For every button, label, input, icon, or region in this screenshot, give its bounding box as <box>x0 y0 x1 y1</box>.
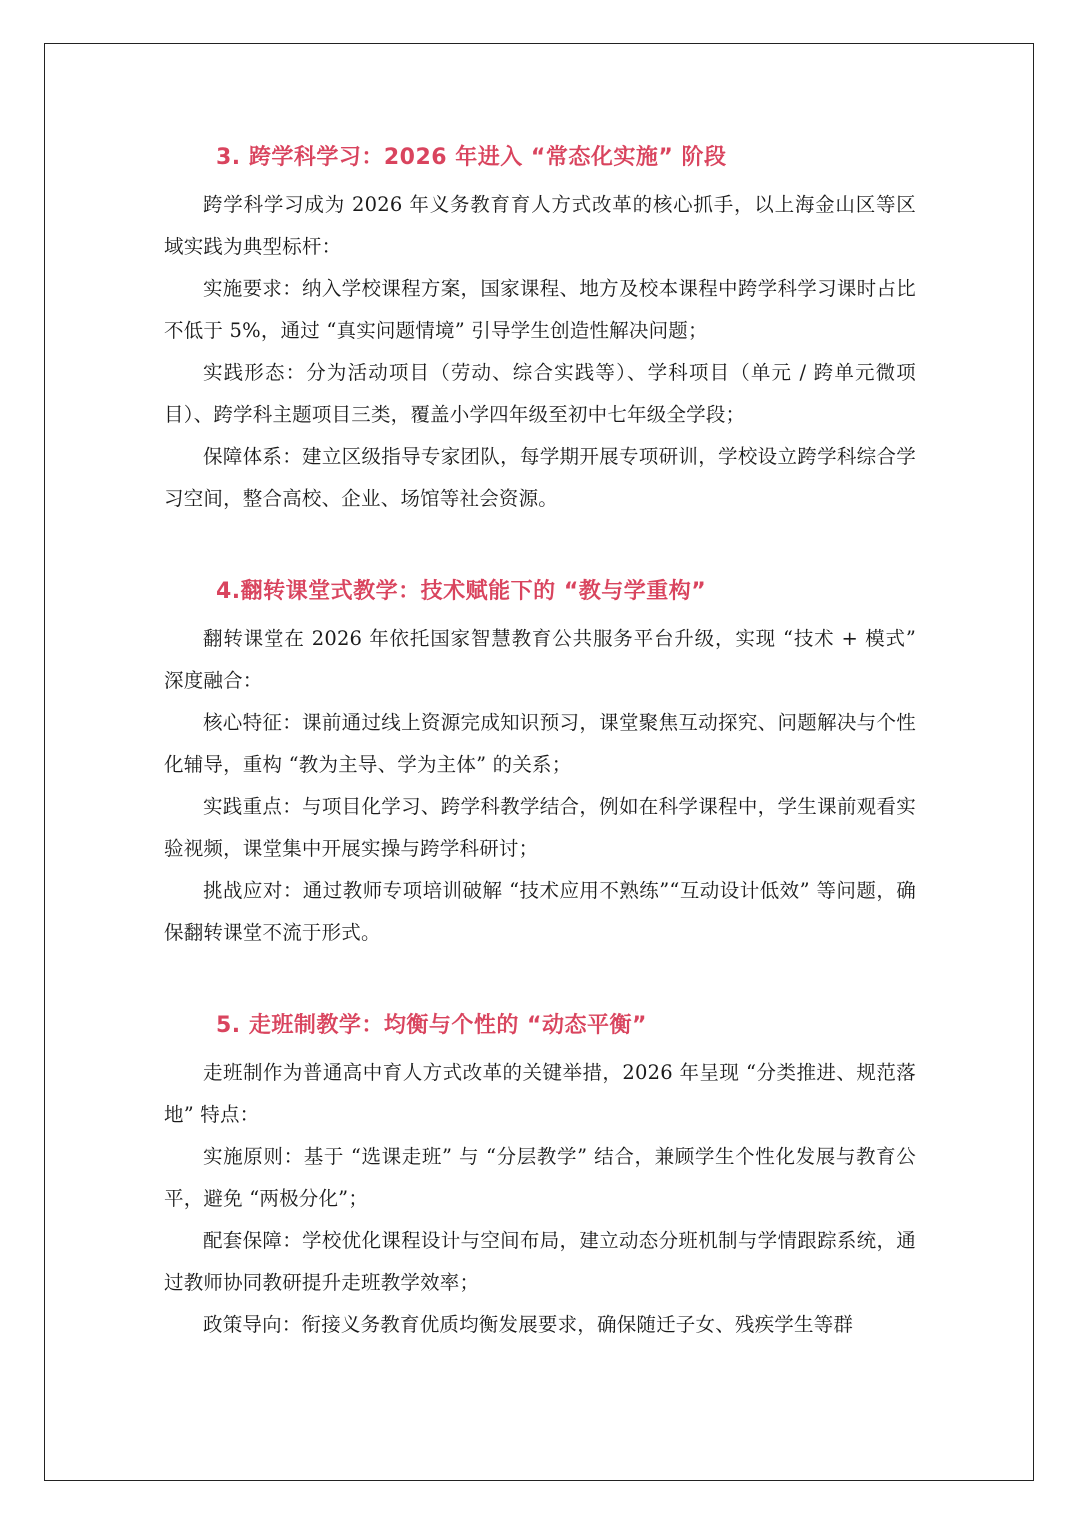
document-body <box>164 140 916 1346</box>
paragraph: 实践形态：分为活动项目（劳动、综合实践等）、学科项目（单元 / 跨单元微项目）、跨学科主题项目三类，覆盖小学四年级至初中七年级全学段； <box>164 361 916 426</box>
section-flipped-classroom <box>164 574 916 954</box>
paragraph: 核心特征：课前通过线上资源完成知识预习，课堂聚焦互动探究、问题解决与个性化辅导，重构 “教为主导、学为主体” 的关系； <box>164 711 916 776</box>
section-heading: 5. 走班制教学：均衡与个性的 “动态平衡” <box>216 1013 647 1038</box>
paragraph: 配套保障：学校优化课程设计与空间布局，建立动态分班机制与学情跟踪系统，通过教师协同教研提升走班教学效率； <box>164 1229 916 1294</box>
paragraph: 挑战应对：通过教师专项培训破解 “技术应用不熟练”“互动设计低效” 等问题，确保翻转课堂不流于形式。 <box>164 879 916 944</box>
paragraph: 翻转课堂在 2026 年依托国家智慧教育公共服务平台升级，实现 “技术 + 模式” 深度融合： <box>164 627 916 692</box>
paragraph: 保障体系：建立区级指导专家团队，每学期开展专项研训，学校设立跨学科综合学习空间，整合高校、企业、场馆等社会资源。 <box>164 445 916 510</box>
paragraph: 实施原则：基于 “选课走班” 与 “分层教学” 结合，兼顾学生个性化发展与教育公平，避免 “两极分化”； <box>164 1145 916 1210</box>
section-class-rotation <box>164 1008 916 1346</box>
section-heading: 4.翻转课堂式教学：技术赋能下的 “教与学重构” <box>216 579 707 604</box>
section-interdisciplinary-learning <box>164 140 916 520</box>
section-heading: 3. 跨学科学习：2026 年进入 “常态化实施” 阶段 <box>216 145 727 170</box>
paragraph: 实施要求：纳入学校课程方案，国家课程、地方及校本课程中跨学科学习课时占比不低于 5%，通过 “真实问题情境” 引导学生创造性解决问题； <box>164 277 916 342</box>
paragraph: 跨学科学习成为 2026 年义务教育育人方式改革的核心抓手，以上海金山区等区域实践为典型标杆： <box>164 193 916 258</box>
paragraph: 政策导向：衔接义务教育优质均衡发展要求，确保随迁子女、残疾学生等群 <box>203 1313 854 1336</box>
paragraph: 实践重点：与项目化学习、跨学科教学结合，例如在科学课程中，学生课前观看实验视频，课堂集中开展实操与跨学科研讨； <box>164 795 916 860</box>
paragraph: 走班制作为普通高中育人方式改革的关键举措，2026 年呈现 “分类推进、规范落地” 特点： <box>164 1061 916 1126</box>
